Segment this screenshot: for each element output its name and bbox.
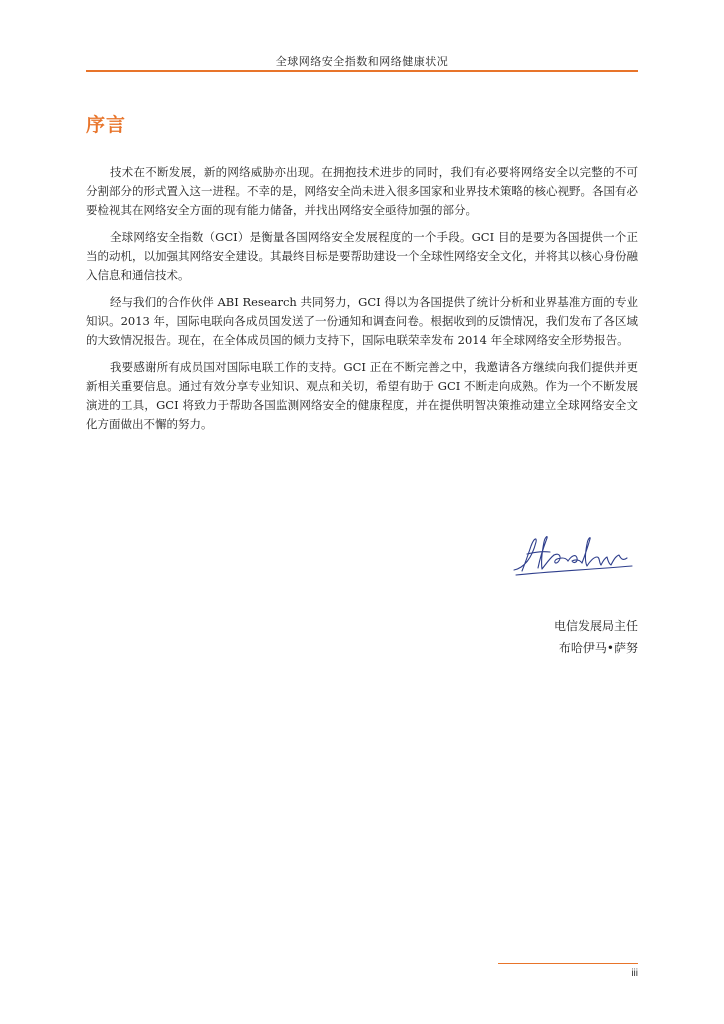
paragraph-1: 技术在不断发展，新的网络威胁亦出现。在拥抱技术进步的同时，我们有必要将网络安全以完整的不可分割部分的形式置入这一进程。不幸的是，网络安全尚未进入很多国家和业界技术策略的核心视野。各国有必要检视其在网络安全方面的现有能力储备，并找出网络安全亟待加强的部分。 (86, 165, 638, 217)
signer-name: 布哈伊马•萨努 (558, 641, 638, 655)
paragraph-4: 我要感谢所有成员国对国际电联工作的支持。GCI 正在不断完善之中，我邀请各方继续向我们提供并更新相关重要信息。通过有效分享专业知识、观点和关切，希望有助于 GCI 不断走向成熟。作为一个不断发展演进的工具，GCI 将致力于帮助各国监测网络安全的健康程度，并在提供明智决策推动建立全球网络安全文化方面做出不懈的努力。 (86, 360, 638, 431)
section-title: 序言 (86, 114, 127, 136)
body-text (86, 163, 638, 442)
running-header: 全球网络安全指数和网络健康状况 (275, 55, 449, 68)
footer-rule (498, 963, 638, 964)
page-number: iii (631, 968, 638, 979)
paragraph-3: 经与我们的合作伙伴 ABI Research 共同努力，GCI 得以为各国提供了统计分析和业界基准方面的专业知识。2013 年，国际电联向各成员国发送了一份通知和调查问卷。根据收到的反馈情况，我们发布了各区域的大致情况报告。现在，在全体成员国的倾力支持下，国际电联荣幸发布 2014 年全球网络安全形势报告。 (86, 295, 638, 347)
header-rule (86, 70, 638, 72)
paragraph-2: 全球网络安全指数（GCI）是衡量各国网络安全发展程度的一个手段。GCI 目的是要为各国提供一个正当的动机，以加强其网络安全建设。其最终目标是要帮助建设一个全球性网络安全文化，并将其以核心身份融入信息和通信技术。 (86, 230, 638, 282)
signer-title: 电信发展局主任 (553, 619, 638, 633)
signature (510, 528, 638, 578)
